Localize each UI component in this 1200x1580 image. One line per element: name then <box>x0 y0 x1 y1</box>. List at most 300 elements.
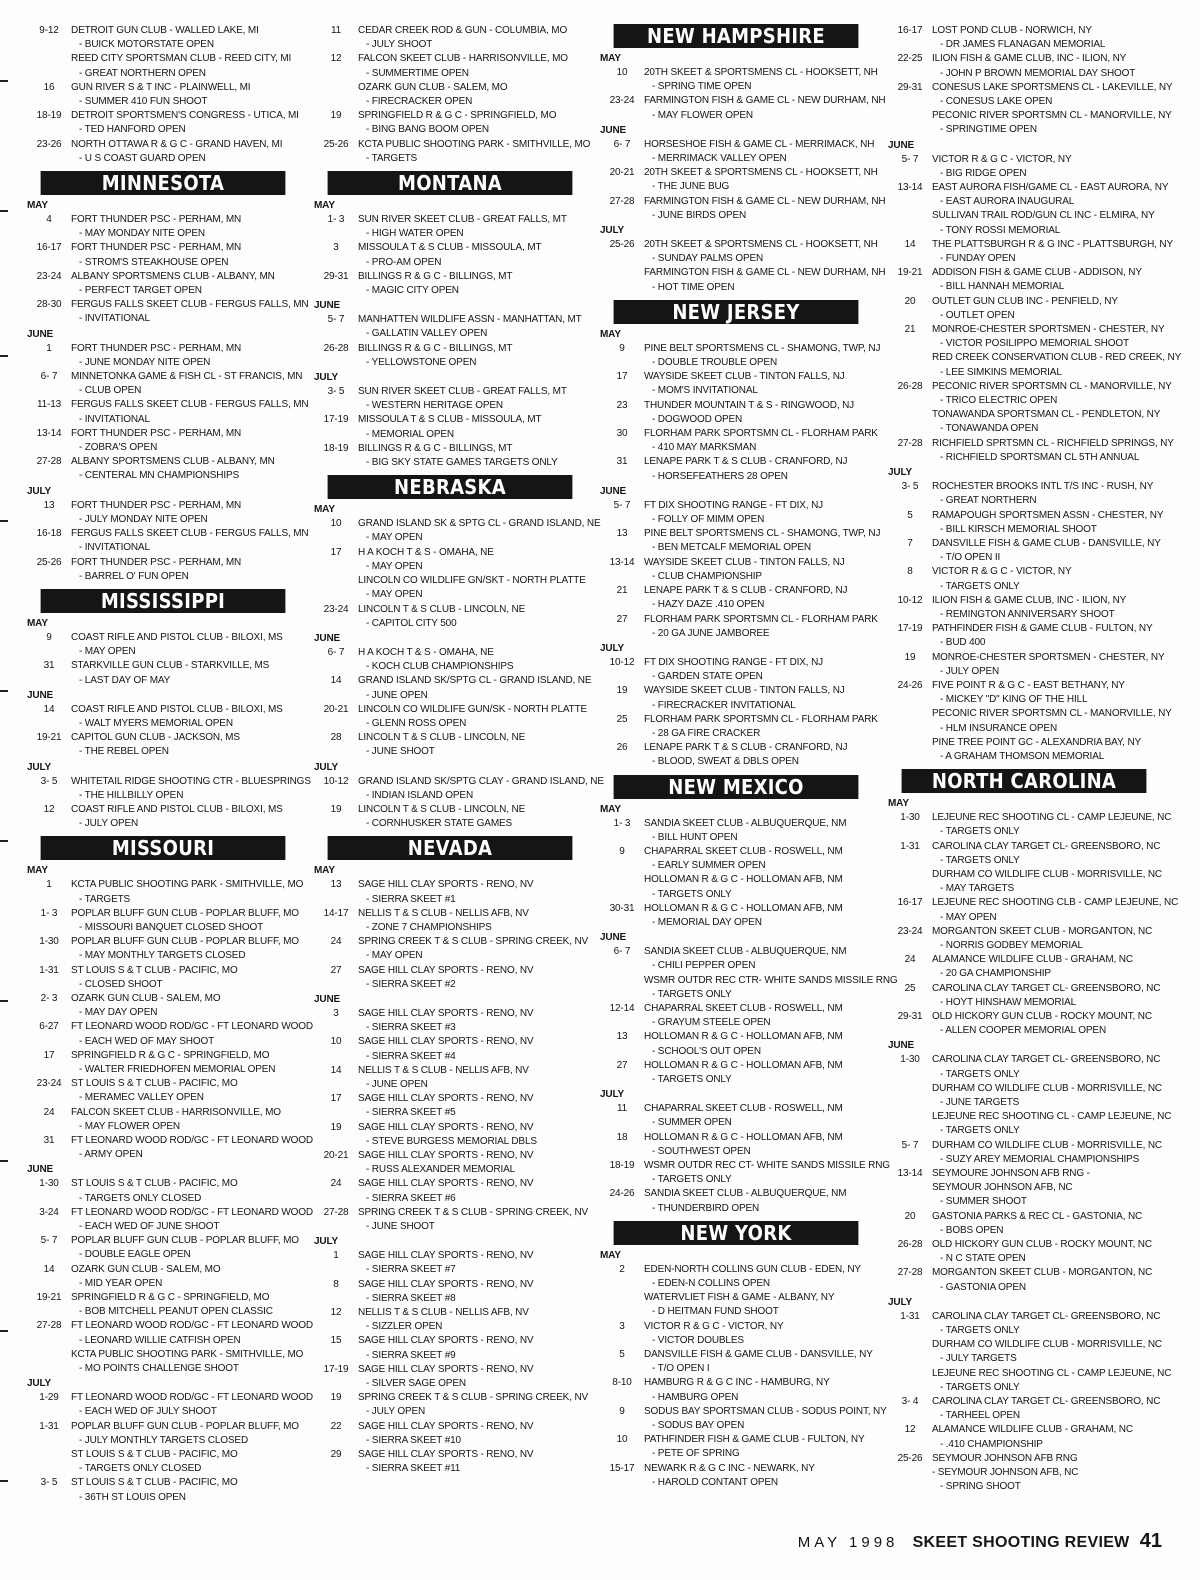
event-entry <box>314 1334 586 1362</box>
event-entry <box>314 1278 586 1306</box>
event-row <box>888 1167 1160 1181</box>
event-entry <box>888 81 1173 109</box>
event-club: LENAPE PARK T & S CLUB - CRANFORD, NJ <box>644 585 848 597</box>
event-club: SAGE HILL CLAY SPORTS - RENO, NV <box>358 1121 534 1133</box>
event-dates: 1- 3 <box>40 907 58 919</box>
event-club: ALAMANCE WILDLIFE CLUB - GRAHAM, NC <box>932 1424 1133 1436</box>
event-shoot-name: - MERAMEC VALLEY OPEN <box>79 1092 204 1104</box>
month-heading: JUNE <box>314 632 341 644</box>
event-entry <box>600 1433 872 1461</box>
event-shoot-name: - HOT TIME OPEN <box>652 281 735 293</box>
event-row <box>600 1405 887 1419</box>
event-shoot-name: - MAY OPEN <box>366 950 423 962</box>
event-shoot-name: - HAZY DAZE .410 OPEN <box>652 599 765 611</box>
event-club: SAGE HILL CLAY SPORTS - RENO, NV <box>358 1363 534 1375</box>
event-row <box>888 679 1160 693</box>
event-entry <box>27 138 299 166</box>
event-entry <box>314 81 586 109</box>
event-dates: 14 <box>330 1064 342 1076</box>
event-entry <box>27 241 299 269</box>
event-entry <box>314 803 586 831</box>
event-dates: 12-14 <box>609 1002 635 1014</box>
event-club: SAGE HILL CLAY SPORTS - RENO, NV <box>358 1178 534 1190</box>
event-dates: 1-30 <box>39 1178 59 1190</box>
event-shoot-name: - HIGH WATER OPEN <box>366 228 464 240</box>
event-entry <box>888 1210 1160 1238</box>
event-dates: 20 <box>904 1210 916 1222</box>
event-dates: 18-19 <box>36 110 62 122</box>
event-dates: 9 <box>46 631 52 643</box>
event-row <box>600 399 872 413</box>
event-row <box>27 499 299 513</box>
event-shoot-name: - MAY OPEN <box>366 532 423 544</box>
event-entry <box>27 1291 299 1319</box>
event-shoot-name: - TARGETS ONLY <box>940 1068 1020 1080</box>
event-club: PATHFINDER FISH & GAME CLUB - FULTON, NY <box>644 1434 865 1446</box>
event-club: ALAMANCE WILDLIFE CLUB - GRAHAM, NC <box>932 954 1133 966</box>
event-club: VICTOR R & G C - VICTOR, NY <box>644 1320 784 1332</box>
event-shoot-name: - JULY SHOOT <box>366 39 433 51</box>
event-club: SANDIA SKEET CLUB - ALBUQUERQUE, NM <box>644 1188 847 1200</box>
event-shoot-name: - MAY MONTHLY TARGETS CLOSED <box>79 950 246 962</box>
event-club: CAPITOL GUN CLUB - JACKSON, MS <box>71 732 240 744</box>
event-entry <box>314 731 586 759</box>
event-entry <box>600 1263 872 1291</box>
event-entry <box>600 1159 890 1187</box>
event-entry <box>27 499 299 527</box>
event-row <box>27 298 309 312</box>
event-row <box>888 52 1160 66</box>
month-heading: JULY <box>27 761 52 773</box>
event-dates <box>888 1367 932 1381</box>
event-club: HOLLOMAN R & G C - HOLLOMAN AFB, NM <box>644 1031 843 1043</box>
event-entry <box>314 517 601 545</box>
event-dates: 11 <box>616 1103 628 1115</box>
event-dates: 3 <box>333 1007 339 1019</box>
event-entry <box>888 925 1160 953</box>
event-entry <box>600 1002 872 1030</box>
event-club: LEJEUNE REC SHOOTING CL - CAMP LEJEUNE, NC <box>932 1367 1172 1379</box>
event-dates: 1-30 <box>900 1054 920 1066</box>
event-club: SAGE HILL CLAY SPORTS - RENO, NV <box>358 1007 534 1019</box>
event-shoot-name: - A GRAHAM THOMSON MEMORIAL <box>940 750 1105 762</box>
event-dates: 6- 7 <box>613 946 631 958</box>
event-row <box>888 1053 1160 1067</box>
event-entry <box>314 1420 586 1448</box>
event-club: SPRINGFIELD R & G C - SPRINGFIELD, MO <box>71 1292 270 1304</box>
event-entry <box>314 1363 586 1391</box>
event-shoot-name: - SIZZLER OPEN <box>366 1321 443 1333</box>
event-dates: 8-10 <box>612 1377 632 1389</box>
event-dates: 1-31 <box>39 1420 59 1432</box>
event-shoot-name: - MAY OPEN <box>940 911 997 923</box>
event-row <box>888 1367 1172 1381</box>
event-entry <box>314 1448 586 1476</box>
event-row <box>314 703 586 717</box>
event-dates: 30-31 <box>609 902 635 914</box>
event-row <box>27 1348 304 1362</box>
event-entry <box>600 1059 872 1087</box>
event-shoot-name: - D HEITMAN FUND SHOOT <box>652 1306 779 1318</box>
event-entry <box>888 1238 1160 1266</box>
event-club: HOLLOMAN R & G C - HOLLOMAN AFB, NM <box>644 1131 843 1143</box>
event-entry <box>888 1010 1160 1038</box>
event-dates: 13-14 <box>36 427 62 439</box>
event-club: LENAPE PARK T & S CLUB - CRANFORD, NJ <box>644 742 848 754</box>
event-entry <box>888 323 1165 351</box>
month-heading: JULY <box>600 1089 625 1101</box>
event-row <box>888 480 1160 494</box>
state-heading: MISSISSIPPI <box>41 589 286 613</box>
event-entry <box>888 868 1160 896</box>
event-entry <box>314 1206 589 1234</box>
event-entry <box>314 878 586 906</box>
event-shoot-name: - MAY DAY OPEN <box>79 1007 158 1019</box>
event-dates: 1-31 <box>900 1310 920 1322</box>
event-entry <box>314 1007 586 1035</box>
event-club: EDEN-NORTH COLLINS GUN CLUB - EDEN, NY <box>644 1263 861 1275</box>
event-shoot-name: - RICHFIELD SPORTSMAN CL 5TH ANNUAL <box>940 451 1140 463</box>
event-dates <box>888 736 932 750</box>
event-dates: 29-31 <box>897 81 923 93</box>
month-heading: JULY <box>888 1296 913 1308</box>
event-entry <box>314 24 586 52</box>
event-shoot-name: - 36TH ST LOUIS OPEN <box>79 1491 186 1503</box>
event-row <box>600 656 872 670</box>
event-shoot-name: - MEMORIAL DAY OPEN <box>652 916 762 928</box>
event-row <box>888 736 1160 750</box>
event-row <box>600 1187 872 1201</box>
event-entry <box>314 1306 586 1334</box>
event-shoot-name: - SIERRA SKEET #6 <box>366 1192 456 1204</box>
event-row <box>888 707 1172 721</box>
event-shoot-name: - CLUB CHAMPIONSHIP <box>652 570 762 582</box>
event-entry <box>600 613 878 641</box>
event-club: KCTA PUBLIC SHOOTING PARK - SMITHVILLE, MO <box>71 879 304 891</box>
event-dates: 27-28 <box>897 1267 923 1279</box>
event-shoot-name: - JOHN P BROWN MEMORIAL DAY SHOOT <box>940 67 1136 79</box>
event-entry <box>888 1167 1160 1210</box>
event-entry <box>888 1082 1160 1110</box>
event-club: WSMR OUTDR REC CTR- WHITE SANDS MISSILE RNG <box>644 974 898 986</box>
event-shoot-name: - TARGETS ONLY <box>940 580 1020 592</box>
event-dates: 6- 7 <box>327 646 345 658</box>
event-club: GASTONIA PARKS & REC CL - GASTONIA, NC <box>932 1210 1143 1222</box>
event-dates: 29-31 <box>323 270 349 282</box>
event-dates <box>600 1291 644 1305</box>
event-entry <box>888 181 1169 209</box>
event-dates: 27-28 <box>323 1206 349 1218</box>
event-club: CHAPARRAL SKEET CLUB - ROSWELL, NM <box>644 1002 843 1014</box>
event-row <box>27 270 299 284</box>
event-dates: 3- 5 <box>901 481 919 493</box>
event-club: CAROLINA CLAY TARGET CL- GREENSBORO, NC <box>932 1310 1161 1322</box>
event-row <box>27 527 309 541</box>
event-shoot-name: - LAST DAY OF MAY <box>79 674 171 686</box>
event-row <box>27 992 299 1006</box>
event-club: FT LEONARD WOOD ROD/GC - FT LEONARD WOOD <box>71 1135 313 1146</box>
event-row <box>314 1249 586 1263</box>
event-shoot-name: - LEONARD WILLIE CATFISH OPEN <box>79 1334 241 1346</box>
event-club: WHITETAIL RIDGE SHOOTING CTR - BLUESPRINGS <box>71 775 311 787</box>
event-shoot-name: - INVITATIONAL <box>79 413 150 425</box>
event-shoot-name: - NORRIS GODBEY MEMORIAL <box>940 939 1083 951</box>
event-shoot-name: - FIRECRACKER INVITATIONAL <box>652 699 796 711</box>
event-club: SAGE HILL CLAY SPORTS - RENO, NV <box>358 1250 534 1262</box>
event-entry <box>888 1139 1160 1167</box>
event-row <box>314 803 586 817</box>
event-row <box>314 442 586 456</box>
event-club: POPLAR BLUFF GUN CLUB - POPLAR BLUFF, MO <box>71 936 299 948</box>
event-entry <box>600 845 872 873</box>
event-dates: 1 <box>333 1250 339 1262</box>
event-shoot-name: - TARGETS ONLY <box>652 988 732 1000</box>
event-row <box>314 1149 586 1163</box>
event-club: FORT THUNDER PSC - PERHAM, MN <box>71 214 242 226</box>
event-row <box>27 1391 313 1405</box>
event-entry <box>600 713 878 741</box>
binding-mark <box>0 1160 8 1162</box>
event-dates: 19-21 <box>36 732 62 744</box>
month-heading: JUNE <box>600 485 627 497</box>
event-club-line2: SEYMOUR JOHNSON AFB, NC <box>932 1182 1073 1194</box>
event-row <box>888 238 1173 252</box>
event-shoot-name: - HLM INSURANCE OPEN <box>940 722 1058 734</box>
month-heading: MAY <box>888 798 909 810</box>
event-dates: 25-26 <box>897 1452 923 1464</box>
event-row <box>27 1049 299 1063</box>
event-club: DETROIT SPORTSMEN'S CONGRESS - UTICA, MI <box>71 110 299 122</box>
event-entry <box>600 584 872 612</box>
event-entry <box>600 1291 872 1319</box>
event-club: FALCON SKEET CLUB - HARRISONVILLE, MO <box>358 53 568 65</box>
event-entry <box>600 945 872 973</box>
event-entry <box>888 1452 1160 1495</box>
event-dates: 14 <box>330 675 342 687</box>
event-dates: 19 <box>330 110 342 122</box>
binding-mark <box>0 520 8 522</box>
event-club: FT LEONARD WOOD ROD/GC - FT LEONARD WOOD <box>71 1320 313 1332</box>
month-heading: JULY <box>27 1378 52 1390</box>
event-row <box>888 408 1160 422</box>
event-entry <box>888 209 1160 237</box>
event-row <box>27 1263 299 1277</box>
event-entry <box>888 982 1160 1010</box>
event-entry <box>888 1338 1160 1366</box>
event-club: HOLLOMAN R & G C - HOLLOMAN AFB, NM <box>644 1059 843 1071</box>
state-heading: NEW JERSEY <box>614 300 859 324</box>
event-club: COAST RIFLE AND PISTOL CLUB - BILOXI, MS <box>71 803 283 815</box>
event-shoot-name: - 410 MAY MARKSMAN <box>652 442 757 454</box>
footer-publication-name: SKEET SHOOTING REVIEW <box>912 1534 1130 1551</box>
event-dates: 19-21 <box>36 1292 62 1304</box>
event-dates: 26-28 <box>323 342 349 354</box>
event-entry <box>27 1420 299 1448</box>
event-dates: 18 <box>616 1131 628 1143</box>
event-row <box>888 153 1160 167</box>
event-row <box>888 1395 1160 1409</box>
event-dates: 25-26 <box>609 239 635 251</box>
event-dates <box>27 52 71 66</box>
event-row <box>27 52 299 66</box>
event-shoot-name: - INVITATIONAL <box>79 542 150 554</box>
event-dates: 24 <box>330 936 342 948</box>
event-entry <box>27 427 299 455</box>
event-club: STARKVILLE GUN CLUB - STARKVILLE, MS <box>71 660 270 672</box>
event-shoot-name: - CORNHUSKER STATE GAMES <box>366 818 513 830</box>
month-heading: MAY <box>27 617 48 629</box>
event-club: ROCHESTER BROOKS INTL T/S INC - RUSH, NY <box>932 481 1154 493</box>
event-club: FORT THUNDER PSC - PERHAM, MN <box>71 342 242 354</box>
event-entry <box>888 1053 1160 1081</box>
event-row <box>27 659 299 673</box>
event-row <box>600 427 878 441</box>
event-row <box>27 1291 299 1305</box>
event-row <box>888 266 1160 280</box>
event-dates: 6- 7 <box>613 138 631 150</box>
event-row <box>314 1334 586 1348</box>
event-shoot-name: - MEMORIAL OPEN <box>366 428 454 440</box>
binding-mark <box>0 690 8 692</box>
event-entry <box>600 266 886 294</box>
event-dates: 8 <box>907 566 913 578</box>
event-row <box>27 1234 299 1248</box>
event-entry <box>888 380 1172 408</box>
event-shoot-name: - SUMMER SHOOT <box>940 1196 1027 1208</box>
event-dates: 24 <box>330 1178 342 1190</box>
event-dates: 24 <box>904 954 916 966</box>
event-club: SEYMOURE JOHNSON AFB RNG - <box>932 1168 1090 1180</box>
event-shoot-name: - .410 CHAMPIONSHIP <box>940 1438 1043 1450</box>
event-dates: 11 <box>330 25 342 36</box>
event-row <box>600 1159 890 1173</box>
event-row <box>888 1110 1172 1124</box>
event-dates: 18-19 <box>609 1160 635 1171</box>
event-dates: 17 <box>330 546 342 558</box>
event-row <box>314 603 586 617</box>
event-row <box>27 1319 313 1333</box>
event-entry <box>888 295 1160 323</box>
event-dates: 17-19 <box>897 623 923 635</box>
event-entry <box>888 509 1164 537</box>
event-row <box>314 1448 586 1462</box>
event-dates: 23-26 <box>36 138 62 150</box>
event-club: SUN RIVER SKEET CLUB - GREAT FALLS, MT <box>358 214 567 226</box>
event-dates: 25-26 <box>323 138 349 150</box>
event-club: SAGE HILL CLAY SPORTS - RENO, NV <box>358 1335 534 1347</box>
event-entry <box>888 238 1173 266</box>
event-dates <box>888 707 932 721</box>
event-row <box>888 1139 1160 1153</box>
event-dates: 29 <box>330 1449 342 1461</box>
column-1 <box>27 24 313 1505</box>
event-shoot-name: - T/O OPEN I <box>652 1363 710 1375</box>
event-row <box>600 342 881 356</box>
event-entry <box>600 1405 887 1433</box>
event-row <box>27 1077 299 1091</box>
event-entry <box>888 437 1174 465</box>
event-entry <box>888 736 1160 764</box>
event-club: PECONIC RIVER SPORTSMN CL - MANORVILLE, NY <box>932 708 1172 720</box>
event-club: FARMINGTON FISH & GAME CL - NEW DURHAM, NH <box>644 195 886 207</box>
event-dates: 10 <box>616 1434 628 1446</box>
event-shoot-name: - TARGETS ONLY <box>652 1174 732 1186</box>
event-dates: 22 <box>330 1420 342 1432</box>
event-entry <box>600 342 881 370</box>
event-shoot-name: - SIERRA SKEET #11 <box>366 1463 461 1475</box>
event-club: RAMAPOUGH SPORTSMEN ASSN - CHESTER, NY <box>932 509 1164 521</box>
event-entry <box>27 1234 299 1262</box>
event-dates: 25-26 <box>36 556 62 568</box>
event-dates: 1-29 <box>39 1392 59 1404</box>
event-entry <box>27 1348 304 1376</box>
event-club: FARMINGTON FISH & GAME CL - NEW DURHAM, NH <box>644 95 886 107</box>
event-dates: 19 <box>330 1392 342 1404</box>
event-row <box>314 674 592 688</box>
event-shoot-name: - JULY MONTHLY TARGETS CLOSED <box>79 1434 249 1446</box>
event-row <box>27 556 299 570</box>
event-row <box>314 313 586 327</box>
event-shoot-name: - REMINGTON ANNIVERSARY SHOOT <box>940 608 1115 620</box>
event-club: 20TH SKEET & SPORTSMENS CL - HOOKSETT, NH <box>644 67 878 78</box>
event-club: KCTA PUBLIC SHOOTING PARK - SMITHVILLE, MO <box>358 138 591 150</box>
event-dates: 5- 7 <box>901 1139 919 1151</box>
event-shoot-name: - THE HILLBILLY OPEN <box>79 789 184 801</box>
event-shoot-name: - TED HANFORD OPEN <box>79 124 186 136</box>
event-row <box>888 953 1160 967</box>
event-shoot-name: - BING BANG BOOM OPEN <box>366 124 489 136</box>
event-entry <box>314 935 589 963</box>
event-row <box>600 94 886 108</box>
event-dates <box>888 868 932 882</box>
event-dates: 2- 3 <box>40 992 58 1004</box>
event-row <box>27 1134 313 1148</box>
event-club: LINCOLN CO WILDLIFE GUN/SK - NORTH PLATTE <box>358 703 588 715</box>
event-dates: 9 <box>619 1405 625 1417</box>
event-entry <box>888 480 1160 508</box>
event-club: SAGE HILL CLAY SPORTS - RENO, NV <box>358 1150 534 1161</box>
event-dates: 1- 3 <box>613 817 631 829</box>
event-shoot-name: - N C STATE OPEN <box>940 1253 1026 1265</box>
event-club: PECONIC RIVER SPORTSMN CL - MANORVILLE, NY <box>932 380 1172 392</box>
event-entry <box>314 775 604 803</box>
event-row <box>600 1131 872 1145</box>
event-club: SAGE HILL CLAY SPORTS - RENO, NV <box>358 879 534 891</box>
event-dates: 13 <box>43 499 55 511</box>
event-dates: 1- 3 <box>327 214 345 226</box>
month-heading: JULY <box>27 485 52 497</box>
event-entry <box>27 24 299 52</box>
event-row <box>888 351 1182 365</box>
event-shoot-name: - U S COAST GUARD OPEN <box>79 152 206 164</box>
event-club: FLORHAM PARK SPORTSMN CL - FLORHAM PARK <box>644 713 878 725</box>
event-entry <box>600 1376 872 1404</box>
event-entry <box>314 964 586 992</box>
event-dates: 3- 5 <box>40 1477 58 1489</box>
event-dates: 1-30 <box>900 812 920 824</box>
month-heading: JUNE <box>27 1164 54 1176</box>
month-heading: JUNE <box>314 993 341 1005</box>
event-row <box>27 213 299 227</box>
state-heading: MISSOURI <box>41 836 286 860</box>
event-club: ST LOUIS S & T CLUB - PACIFIC, MO <box>71 1449 238 1461</box>
event-row <box>600 238 878 252</box>
event-club: SAGE HILL CLAY SPORTS - RENO, NV <box>358 1036 534 1048</box>
event-club: POPLAR BLUFF GUN CLUB - POPLAR BLUFF, MO <box>71 907 299 919</box>
event-entry <box>27 659 299 687</box>
event-club: FT DIX SHOOTING RANGE - FT DIX, NJ <box>644 499 823 511</box>
event-entry <box>888 707 1172 735</box>
